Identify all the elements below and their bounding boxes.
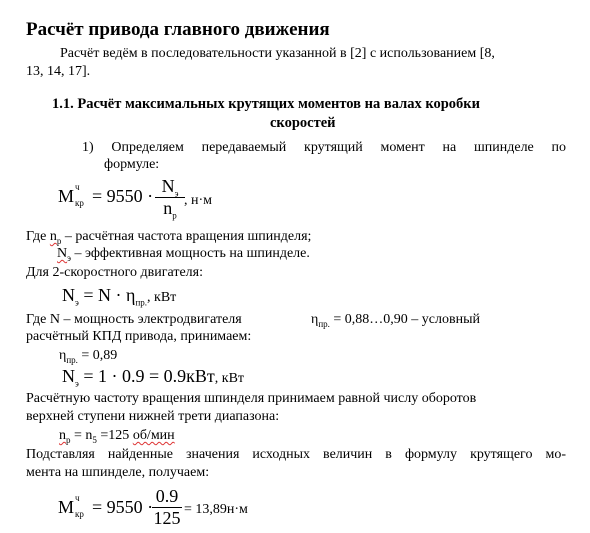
fraction-denominator: $n_р$	[163, 198, 177, 221]
frequency-value: $n_р = n_5 =125$ об/мин	[59, 428, 175, 445]
result-value: = 13,89н·м	[184, 502, 248, 517]
step1-text: 1) Определяем передаваемый крутящий момент на шпинделе по	[82, 140, 566, 155]
intro-paragraph: Расчёт ведём в последовательности указанной в [2] с использованием [8,	[60, 46, 495, 61]
result-numerator: 0.9	[155, 486, 179, 506]
torque-subscript: кр	[75, 198, 84, 208]
intro-paragraph-cont: 13, 14, 17].	[26, 64, 91, 79]
formula-effective-power: $N_э = N \cdot \eta_{пр.}$, кВт	[62, 285, 177, 308]
frequency-paragraph-cont: верхней ступени нижней трети диапазона:	[26, 409, 280, 424]
where-n-motor: Где N – мощность электродвигателя	[26, 312, 242, 327]
page-title: Расчёт привода главного движения	[26, 19, 330, 40]
result-denominator: 125	[153, 508, 181, 528]
torque-superscript: ч	[75, 182, 80, 192]
section-heading-cont: скоростей	[270, 115, 336, 131]
substitution-paragraph: Подставляя найденные значения исходных величин в формулу крутящего мо-	[26, 447, 566, 462]
efficiency-value: $\eta_{пр.} = 0,89$	[59, 348, 118, 365]
frequency-paragraph: Расчётную частоту вращения шпинделя принимаем равной числу оборотов	[26, 391, 477, 406]
formula-coefficient: = 9550 ·	[92, 186, 154, 206]
fraction-numerator: $N_э$	[161, 176, 179, 199]
result-coefficient: = 9550 ·	[92, 497, 154, 517]
step1-text-cont: формуле:	[104, 157, 160, 172]
torque-symbol: M	[58, 186, 75, 206]
formula-unit: , н·м	[184, 193, 213, 208]
where-np: Где $n_р$ – расчётная частота вращения шпинделя;	[26, 229, 312, 246]
motor-line: Для 2-скоростного двигателя:	[26, 265, 203, 280]
torque-result-subscript: кр	[75, 509, 84, 519]
formula-power-value: $N_э = 1 \cdot 0.9 = 0.9кВт$, кВт	[62, 366, 245, 389]
section-heading: 1.1. Расчёт максимальных крутящих моментов на валах коробки	[52, 96, 481, 112]
torque-symbol-result: M	[58, 497, 75, 517]
efficiency-range: $\eta_{пр.}$ = 0,88…0,90 – условный	[311, 312, 481, 329]
substitution-paragraph-cont: мента на шпинделе, получаем:	[26, 465, 210, 480]
efficiency-text: расчётный КПД привода, принимаем:	[26, 329, 252, 344]
torque-result-superscript: ч	[75, 493, 80, 503]
where-ne: $N_э$ – эффективная мощность на шпинделе.	[57, 246, 310, 263]
